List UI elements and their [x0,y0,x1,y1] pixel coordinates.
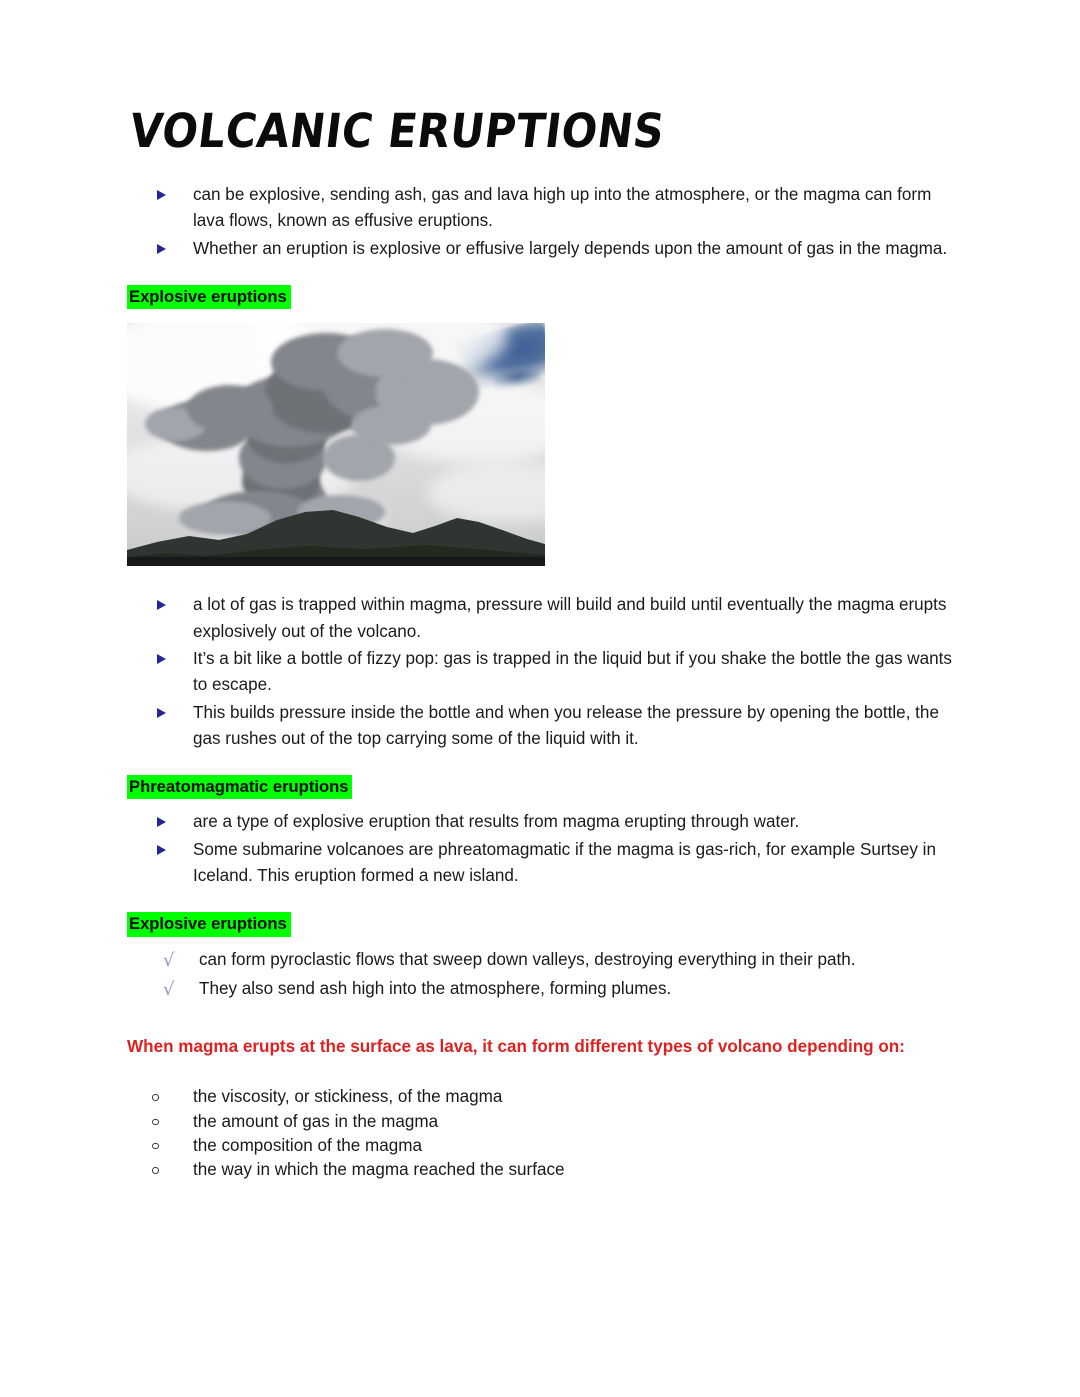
list-item [127,947,957,973]
section-heading-phreatomagmatic-eruptions: Phreatomagmatic eruptions [127,775,352,799]
circle-bullet-icon [152,1119,159,1126]
check-bullet-icon: √ [163,949,175,971]
circle-bullet-icon [152,1143,159,1150]
list-item [127,182,957,235]
list-item [127,809,957,835]
section-heading-explosive-eruptions-1: Explosive eruptions [127,285,291,309]
intro-bullet-list [127,182,957,262]
list-item-text: can form pyroclastic flows that sweep down valleys, destroying everything in their path. [199,949,856,969]
arrow-bullet-icon [157,708,166,718]
section-heading-explosive-eruptions-2: Explosive eruptions [127,912,291,936]
ash-plume-blob [337,329,433,377]
arrow-bullet-icon [157,244,166,254]
ash-plume-blob [187,385,273,433]
list-item [127,646,957,699]
list-item [127,1085,957,1109]
list-item [127,976,957,1002]
page-title: VOLCANIC ERUPTIONS [126,103,668,159]
list-item [127,1110,957,1134]
list-item [127,700,957,753]
list-item-text: the amount of gas in the magma [193,1111,439,1131]
heading-row-phreatomagmatic [127,775,957,799]
volcano-photo-canvas [127,323,545,566]
list-item [127,592,957,645]
arrow-bullet-icon [157,845,166,855]
list-item-text: Whether an eruption is explosive or effusive largely depends upon the amount of gas in the magma. [193,238,948,258]
heading-row-explosive-1 [127,285,957,309]
red-callout-heading: When magma erupts at the surface as lava, it can form different types of volcano depending on: [127,1037,905,1057]
volcano-factors-list [127,1085,957,1183]
foreground-ground-strip [127,557,545,566]
phreatomagmatic-bullet-list [127,809,957,889]
explosive-eruption-check-list [127,947,957,1003]
list-item-text: can be explosive, sending ash, gas and lava high up into the atmosphere, or the magma can form lava flows, known as effusive eruptions. [193,185,932,231]
list-item-text: are a type of explosive eruption that results from magma erupting through water. [193,812,800,832]
list-item-text: It’s a bit like a bottle of fizzy pop: gas is trapped in the liquid but if you shake the bottle the gas wants to escape. [193,648,952,695]
ash-plume-blob [351,405,431,445]
check-bullet-icon: √ [163,978,175,1000]
volcano-eruption-image [127,323,545,566]
arrow-bullet-icon [157,600,166,610]
arrow-bullet-icon [157,190,166,200]
explosive-eruption-bullet-list [127,592,957,752]
list-item-text: This builds pressure inside the bottle and when you release the pressure by opening the bottle, the gas rushes out of the top carrying some of the liquid with it. [193,702,939,748]
list-item-text: the way in which the magma reached the surface [193,1160,565,1180]
list-item [127,1134,957,1158]
arrow-bullet-icon [157,817,166,827]
list-item-text: Some submarine volcanoes are phreatomagmatic if the magma is gas-rich, for example Surtsey in Iceland. This eruption formed a new island. [193,839,936,885]
arrow-bullet-icon [157,654,166,664]
document-content [126,103,957,1183]
list-item-text: They also send ash high into the atmosphere, forming plumes. [199,978,672,998]
list-item [127,837,957,890]
list-item-text: a lot of gas is trapped within magma, pressure will build and build until eventually the magma erupts explosively out of the volcano. [193,595,947,641]
list-item-text: the viscosity, or stickiness, of the magma [193,1087,503,1107]
list-item [127,236,957,262]
list-item [127,1158,957,1182]
list-item-text: the composition of the magma [193,1135,422,1155]
circle-bullet-icon [152,1167,159,1174]
heading-row-explosive-2 [127,912,957,936]
circle-bullet-icon [152,1094,159,1101]
